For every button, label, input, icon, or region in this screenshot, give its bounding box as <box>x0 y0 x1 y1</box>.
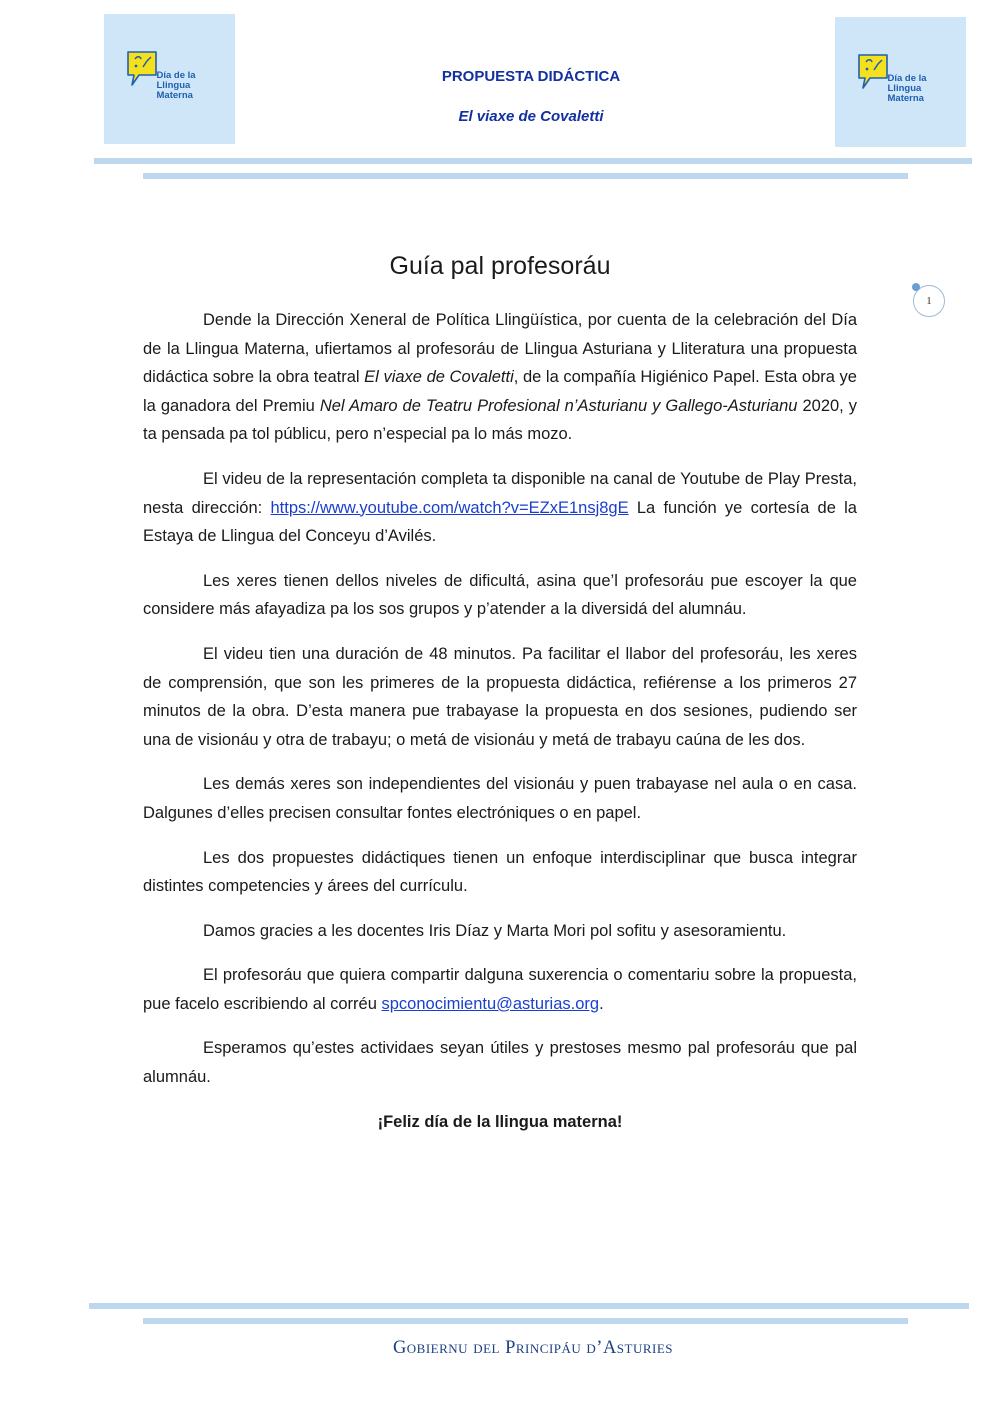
logo-text: Día de la Llingua Materna <box>887 73 927 104</box>
paragraph-contact: El profesoráu que quiera compartir dalguna suxerencia o comentariu sobre la propuesta, pue facelo escribiendo al corréu spconocimientu@asturias.org. <box>143 966 857 1013</box>
paragraph-video: El videu de la representación completa ta disponible na canal de Youtube de Play Presta, nesta dirección: https://www.youtube.com/watch?v=EZxE1nsj8gE La función ye cortesía de la Estaya de Llingua del Conceyu d’Avilés. <box>143 469 857 546</box>
document-body <box>143 306 857 1152</box>
paragraph-duration: El videu tien una duración de 48 minutos. Pa facilitar el llabor del profesoráu, les xeres de comprensión, que son les primeres de la propuesta didáctica, refiérense a los primeros 27 minutos de la obra. D’esta manera pue trabayase la propuesta en dos sesiones, pudiendo ser una de visionáu y otra de trabayu; o metá de visionáu y metá de trabayu caúna de les dos. <box>143 644 857 749</box>
paragraph-difficulty: Les xeres tienen dellos niveles de dificultá, asina que’l profesoráu pue escoyer la que considere más afayadiza pa los sos grupos y p’atender a la diversidá del alumnáu. <box>143 571 857 619</box>
paragraph-other-tasks: Les demás xeres son independientes del visionáu y puen trabayase nel aula o en casa. Dalgunes d’elles precisen consultar fontes electróniques o en papel. <box>143 775 857 822</box>
header-subtitle: El viaxe de Covaletti <box>458 108 604 125</box>
closing-line: ¡Feliz día de la llingua materna! <box>377 1112 623 1131</box>
paragraph-intro: Dende la Dirección Xeneral de Política Llingüística, por cuenta de la celebración del Día de la Llingua Materna, ufiertamos al profesoráu de Llingua Asturiana y Lliteratura una propuesta didáctica sobre la obra teatral El viaxe de Covaletti, de la compañía Higiénico Papel. Esta obra ye la ganadora del Premiu Nel Amaro de Teatru Profesional n’Asturianu y Gallego-Asturianu 2020, y ta pensada pa tol públicu, pero n’especial pa lo más mozo. <box>143 311 857 444</box>
paragraph-interdisciplinary: Les dos propuestes didáctiques tienen un enfoque interdisciplinar que busca integrar distintes competencies y árees del currículu. <box>143 848 857 896</box>
footer-divider-top <box>89 1303 969 1309</box>
youtube-link[interactable]: https://www.youtube.com/watch?v=EZxE1nsj8gE <box>270 498 629 517</box>
header-divider-bottom <box>143 173 908 179</box>
page-badge-dot-icon <box>912 283 920 291</box>
header-divider-top <box>94 158 972 164</box>
email-link[interactable]: spconocimientu@asturias.org <box>381 994 600 1013</box>
paragraph-thanks: Damos gracies a les docentes Iris Díaz y Marta Mori pol sofitu y asesoramientu. <box>203 921 787 940</box>
header-title: PROPUESTA DIDÁCTICA <box>441 68 621 85</box>
document-title: Guía pal profesoráu <box>389 252 611 280</box>
paragraph-wishes: Esperamos qu’estes actividaes seyan útiles y prestoses mesmo pal profesoráu que pal alumnáu. <box>143 1039 857 1087</box>
page-number-badge: 1 <box>913 285 945 317</box>
logo-text: Día de la Llingua Materna <box>156 70 196 101</box>
footer-government-name: Gobiernu del Principáu d’Asturies <box>392 1338 674 1358</box>
footer-divider-bottom <box>143 1318 908 1324</box>
